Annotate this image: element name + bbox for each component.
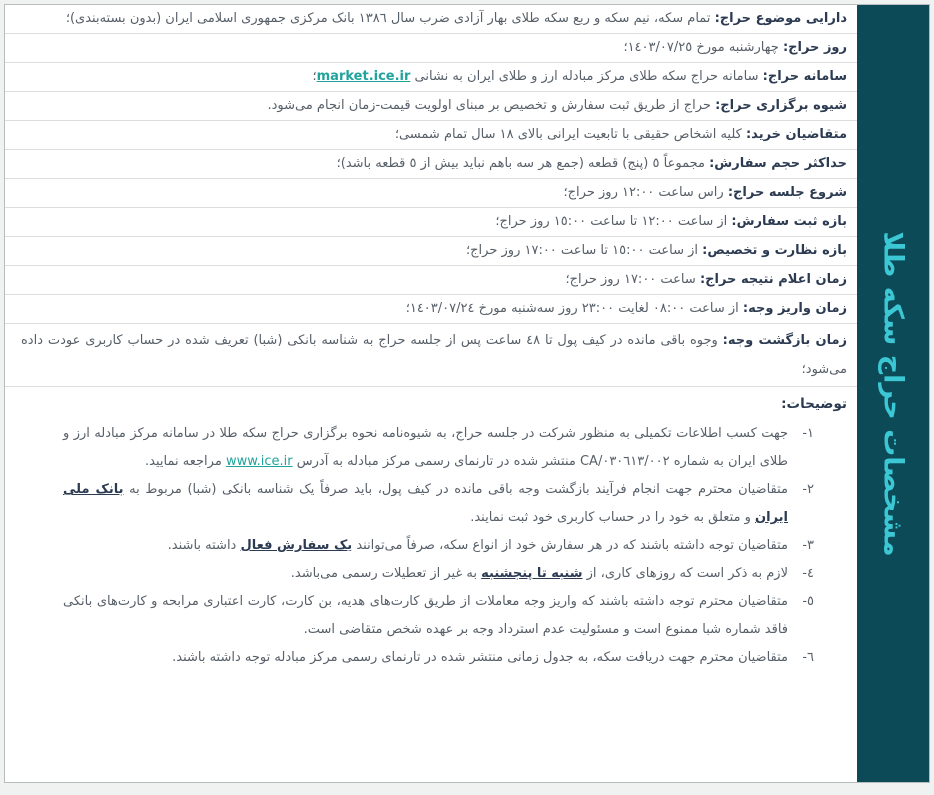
note-text-segment: به غیر از تعطیلات رسمی می‌باشد. <box>290 566 482 581</box>
note-text-segment: متقاضیان محترم جهت دریافت سکه، به جدول زمانی منتشر شده در تارنمای رسمی مرکز مبادله توجه داشته باشند. <box>172 650 788 665</box>
note-text <box>63 560 788 588</box>
note-text-segment: متقاضیان توجه داشته باشند که در هر سفارش خود از انواع سکه، صرفاً می‌توانند <box>352 538 788 553</box>
spec-label: روز حراج: <box>782 40 847 55</box>
spec-value: ؛ <box>312 69 317 84</box>
note-text-segment: مراجعه نمایید. <box>145 454 226 469</box>
spec-value: راس ساعت ١٢:٠٠ روز حراج؛ <box>563 185 724 200</box>
spec-row-platform <box>5 63 857 92</box>
sidebar <box>857 5 929 782</box>
note-text <box>63 476 788 532</box>
note-text-segment: متقاضیان محترم جهت انجام فرآیند بازگشت وجه باقی مانده در کیف پول، باید صرفاً یک شناسه بانکی (شبا) مربوط به <box>123 482 788 497</box>
spec-row-method <box>5 92 857 121</box>
spec-value: از ساعت ١٥:٠٠ تا ساعت ١٧:٠٠ روز حراج؛ <box>466 243 698 258</box>
sidebar-title: مشخصات حراج سکه طلا <box>877 230 909 557</box>
spec-row-result-time <box>5 266 857 295</box>
spec-label: زمان بازگشت وجه: <box>722 333 848 348</box>
note-text-segment: جهت کسب اطلاعات تکمیلی به منظور شرکت در جلسه حراج، به شیوه‌نامه نحوه برگزاری حراج سکه طلا در سامانه مرکز مبادله ارز و طلای ایران به شماره <box>63 426 788 469</box>
spec-value: وجوه باقی مانده در کیف پول تا ٤٨ ساعت پس از جلسه حراج به شناسه بانکی (شبا) تعریف شده در حساب کاربری عودت داده می‌شود؛ <box>21 333 847 377</box>
market-ice-link[interactable]: market.ice.ir <box>316 69 411 84</box>
spec-label: بازه ثبت سفارش: <box>731 214 847 229</box>
note-number: ٥- <box>802 594 814 609</box>
spec-row-max-order <box>5 150 857 179</box>
note-text-segment: لازم به ذکر است که روزهای کاری، از <box>582 566 788 581</box>
note-number: ٣- <box>802 538 814 553</box>
spec-value: مجموعاً ٥ (پنج) قطعه (جمع هر سه باهم نباید بیش از ٥ قطعه باشد)؛ <box>336 156 705 171</box>
spec-label: متقاضیان خرید: <box>745 127 847 142</box>
spec-label: زمان اعلام نتیجه حراج: <box>699 272 847 287</box>
note-text <box>63 588 788 644</box>
note-text-segment: و متعلق به خود را در حساب کاربری خود ثبت نمایند. <box>470 510 756 525</box>
note-item-6 <box>63 644 814 672</box>
note-item-1 <box>63 420 814 476</box>
highlighted-text: بانک ملی ایران <box>63 482 788 525</box>
spec-row-session-start <box>5 179 857 208</box>
note-number: ٦- <box>802 650 814 665</box>
spec-row-asset <box>5 5 857 34</box>
spec-value: از ساعت ١٢:٠٠ تا ساعت ١٥:٠٠ روز حراج؛ <box>495 214 728 229</box>
note-text-segment: داشته باشند. <box>167 538 241 553</box>
ice-website-link[interactable]: www.ice.ir <box>225 454 293 469</box>
spec-label: زمان واریز وجه: <box>742 301 847 316</box>
spec-label: شیوه برگزاری حراج: <box>715 98 847 113</box>
spec-value: از ساعت ٠٨:٠٠ لغایت ٢٣:٠٠ روز سه‌شنبه مورخ ١٤٠٣/٠٧/٢٤؛ <box>405 301 739 316</box>
spec-row-deposit-time <box>5 295 857 324</box>
note-item-3 <box>63 532 814 560</box>
spec-value: ساعت ١٧:٠٠ روز حراج؛ <box>565 272 696 287</box>
spec-label: حداکثر حجم سفارش: <box>709 156 847 171</box>
spec-row-review-window <box>5 237 857 266</box>
spec-row-order-window <box>5 208 857 237</box>
note-number: ١- <box>802 426 814 441</box>
content-frame <box>4 4 930 783</box>
doc-number: CA/٠٣٠٦١٣/٠٠٢ <box>579 454 670 469</box>
note-text-segment: منتشر شده در تارنمای رسمی مرکز مبادله به آدرس <box>292 454 580 469</box>
notes-heading: توضیحات: <box>781 396 847 412</box>
spec-value: تمام سکه، نیم سکه و ربع سکه طلای بهار آزادی ضرب سال ١٣٨٦ بانک مرکزی جمهوری اسلامی ایران (بدون بسته‌بندی)؛ <box>65 11 711 26</box>
note-item-2 <box>63 476 814 532</box>
note-number: ٤- <box>802 566 814 581</box>
notes-section <box>5 387 857 782</box>
spec-value: حراج از طریق ثبت سفارش و تخصیص بر مبنای اولویت قیمت-زمان انجام می‌شود. <box>267 98 711 113</box>
spec-row-buyers <box>5 121 857 150</box>
spec-row-auction-day <box>5 34 857 63</box>
spec-value: کلیه اشخاص حقیقی با تابعیت ایرانی بالای ١٨ سال تمام شمسی؛ <box>394 127 742 142</box>
note-item-4 <box>63 560 814 588</box>
note-text <box>63 644 788 672</box>
spec-label: سامانه حراج: <box>762 69 847 84</box>
spec-label: دارایی موضوع حراج: <box>714 11 847 26</box>
highlighted-text: شنبه تا پنجشنبه <box>481 566 583 581</box>
spec-table <box>5 5 857 387</box>
spec-value: چهارشنبه مورخ ١٤٠٣/٠٧/٢٥؛ <box>623 40 779 55</box>
note-text-segment: متقاضیان محترم توجه داشته باشند که واریز وجه معاملات از طریق کارت‌های هدیه، بن کارت، کارت اعتباری مرابحه و کارت‌های بانکی فاقد شماره شبا ممنوع است و مسئولیت عدم استرداد وجه بر عهده شخص متقاضی است. <box>63 594 788 637</box>
highlighted-text: یک سفارش فعال <box>240 538 353 553</box>
spec-label: شروع جلسه حراج: <box>727 185 847 200</box>
note-text <box>63 420 788 476</box>
note-text <box>63 532 788 560</box>
note-item-5 <box>63 588 814 644</box>
note-number: ٢- <box>802 482 814 497</box>
spec-label: بازه نظارت و تخصیص: <box>702 243 847 258</box>
spec-value: سامانه حراج سکه طلای مرکز مبادله ارز و طلای ایران به نشانی <box>410 69 759 84</box>
notes-list <box>19 420 847 672</box>
spec-row-refund-time <box>5 324 857 387</box>
main-content <box>5 5 857 782</box>
